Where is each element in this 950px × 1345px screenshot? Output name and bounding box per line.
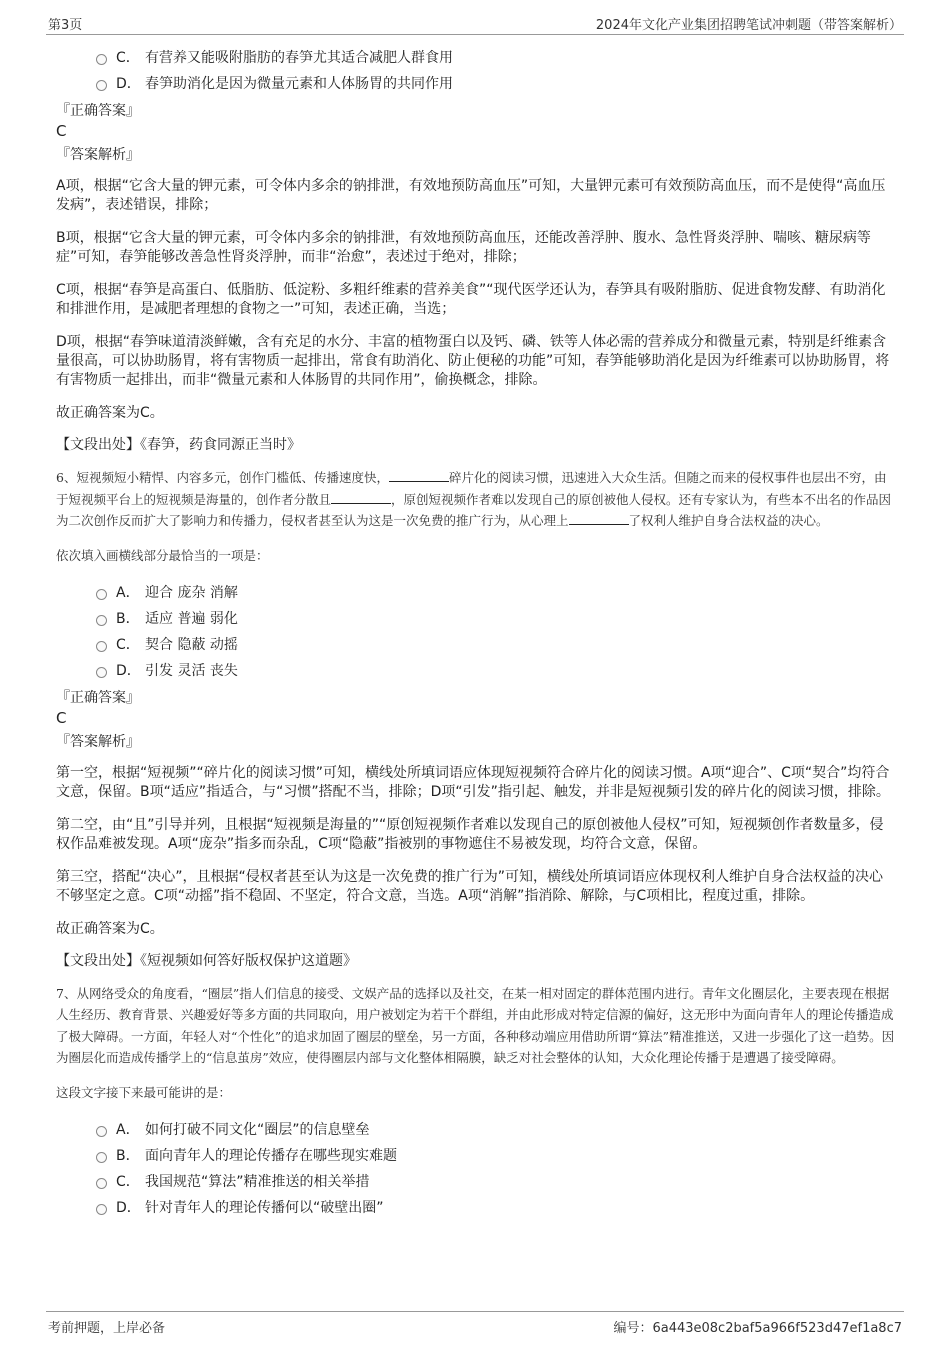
q6-option-c[interactable]: C． 契合 隐蔽 动摇	[56, 632, 896, 658]
q6-stem: 6、短视频短小精悍、内容多元，创作门槛低、传播速度快， 碎片化的阅读习惯，迅速进入大众生活。但随之而来的侵权事件也层出不穷，由于短视频平台上的短视频是海量的，创作者分散且 ，原创短视频作者难以发现自己的原创被他人侵权。还有专家认为，有些本不出名的作品因为二次创作反而扩大了影响力和传播力，侵权者甚至认为这是一次免费的推广行为，从心理上 了权利人维护自身合法权益的决心。	[56, 470, 892, 528]
q5-option-d[interactable]: D． 春笋助消化是因为微量元素和人体肠胃的共同作用	[56, 71, 896, 97]
footer-slogan: 考前押题，上岸必备	[48, 1321, 166, 1336]
blank-3	[569, 512, 629, 525]
analysis-label: 『答案解析』	[56, 147, 140, 163]
q7-prompt: 这段文字接下来最可能讲的是：	[56, 1084, 232, 1100]
page-header	[46, 12, 904, 35]
q6-option-a[interactable]: A． 迎合 庞杂 消解	[56, 580, 896, 606]
correct-answer-label: 『正确答案』	[56, 103, 140, 119]
radio-icon[interactable]	[96, 1126, 107, 1137]
q6-option-b[interactable]: B． 适应 普遍 弱化	[56, 606, 896, 632]
correct-answer-label: 『正确答案』	[56, 689, 140, 706]
blank-2	[331, 491, 391, 504]
q5-option-c[interactable]: C． 有营养又能吸附脂肪的春笋尤其适合减肥人群食用	[56, 45, 896, 71]
q6-conclusion: 故正确答案为C。	[56, 920, 164, 937]
q5-analysis-d: D项，根据“春笋味道清淡鲜嫩，含有充足的水分、丰富的植物蛋白以及钙、磷、铁等人体必需的营养成分和微量元素，特别是纤维素含量很高，可以协助肠胃，将有害物质一起排出，常食有助消化、防止便秘的功能”可知，春笋能够助消化是因为纤维素可以协助肠胃，将有害物质一起排出，而非“微量元素和人体肠胃的共同作用”，偷换概念，排除。	[56, 334, 890, 388]
q6-option-d[interactable]: D． 引发 灵活 丧失	[56, 658, 896, 684]
radio-icon[interactable]	[96, 667, 107, 678]
q7-option-c[interactable]: C． 我国规范“算法”精准推送的相关举措	[56, 1169, 896, 1195]
radio-icon[interactable]	[96, 54, 107, 65]
q7-options	[56, 1117, 896, 1221]
document-title: 2024年文化产业集团招聘笔试冲刺题（带答案解析）	[595, 18, 902, 33]
page-content	[56, 42, 896, 1221]
radio-icon[interactable]	[96, 615, 107, 626]
q5-options	[56, 45, 896, 97]
q6-options	[56, 580, 896, 684]
q5-conclusion: 故正确答案为C。	[56, 405, 164, 421]
radio-icon[interactable]	[96, 80, 107, 91]
radio-icon[interactable]	[96, 1178, 107, 1189]
q5-analysis-b: B项，根据“它含大量的钾元素，可令体内多余的钠排泄，有效地预防高血压，还能改善浮肿、腹水、急性肾炎浮肿、喘咳、糖尿病等症”可知，春笋能够改善急性肾炎浮肿，而非“治愈”，表述过于绝对，排除；	[56, 230, 871, 265]
q5-answer: C	[56, 122, 67, 140]
page-number: 第3页	[48, 18, 83, 33]
radio-icon[interactable]	[96, 1204, 107, 1215]
radio-icon[interactable]	[96, 641, 107, 652]
blank-1	[389, 469, 449, 482]
q6-prompt: 依次填入画横线部分最恰当的一项是：	[56, 547, 269, 563]
q7-option-a[interactable]: A． 如何打破不同文化“圈层”的信息壁垒	[56, 1117, 896, 1143]
q7-stem: 7、从网络受众的角度看，“圈层”指人们信息的接受、文娱产品的选择以及社交，在某一相对固定的群体范围内进行。青年文化圈层化，主要表现在根据人生经历、教育背景、兴趣爱好等多方面的共同取向，用户被划定为若干个群组，并由此形成对特定信源的偏好，这无形中为面向青年人的理论传播造成了极大障碍。一方面，年轻人对“个性化”的追求加固了圈层的壁垒，另一方面，各种移动端应用借助所谓“算法”精准推送，又进一步强化了这一趋势。因为圈层化而造成传播学上的“信息茧房”效应，使得圈层内部与文化整体相隔膜，缺乏对社会整体的认知，大众化理论传播于是遭遇了接受障碍。	[56, 985, 895, 1065]
q6-analysis-3: 第三空，搭配“决心”，且根据“侵权者甚至认为这是一次免费的推广行为”可知，横线处所填词语应体现权利人维护自身合法权益的决心不够坚定之意。C项“动摇”指不稳固、不坚定，符合文意，当选。A项“消解”指消除、解除，与C项相比，程度过重，排除。	[56, 868, 884, 904]
q5-analysis-a: A项，根据“它含大量的钾元素，可令体内多余的钠排泄，有效地预防高血压”可知，大量钾元素可有效预防高血压，而不是使得“高血压发病”，表述错误，排除；	[56, 178, 886, 213]
q6-analysis-2: 第二空，由“且”引导并列，且根据“短视频是海量的”“原创短视频作者难以发现自己的原创被他人侵权”可知，短视频创作者数量多，侵权作品难被发现。A项“庞杂”指多而杂乱，C项“隐蔽”指被别的事物遮住不易被发现，均符合文意，保留。	[56, 816, 884, 852]
analysis-label: 『答案解析』	[56, 733, 140, 750]
radio-icon[interactable]	[96, 589, 107, 600]
q6-analysis-1: 第一空，根据“短视频”“碎片化的阅读习惯”可知，横线处所填词语应体现短视频符合碎片化的阅读习惯。A项“迎合”、C项“契合”均符合文意，保留。B项“适应”指适合，与“习惯”搭配不当，排除；D项“引发”指引起、触发，并非是短视频引发的碎片化的阅读习惯，排除。	[56, 764, 890, 800]
q7-option-b[interactable]: B． 面向青年人的理论传播存在哪些现实难题	[56, 1143, 896, 1169]
q5-source: 【文段出处】《春笋，药食同源正当时》	[56, 437, 301, 453]
page-footer	[46, 1311, 904, 1334]
document-id: 编号：6a443e08c2baf5a966f523d47ef1a8c7	[613, 1321, 902, 1336]
q5-analysis-c: C项，根据“春笋是高蛋白、低脂肪、低淀粉、多粗纤维素的营养美食”“现代医学还认为，春笋具有吸附脂肪、促进食物发酵、有助消化和排泄作用，是减肥者理想的食物之一”可知，表述正确，当选；	[56, 282, 886, 317]
q7-option-d[interactable]: D． 针对青年人的理论传播何以“破壁出圈”	[56, 1195, 896, 1221]
q6-answer: C	[56, 708, 67, 727]
q6-source: 【文段出处】《短视频如何答好版权保护这道题》	[56, 952, 357, 969]
radio-icon[interactable]	[96, 1152, 107, 1163]
